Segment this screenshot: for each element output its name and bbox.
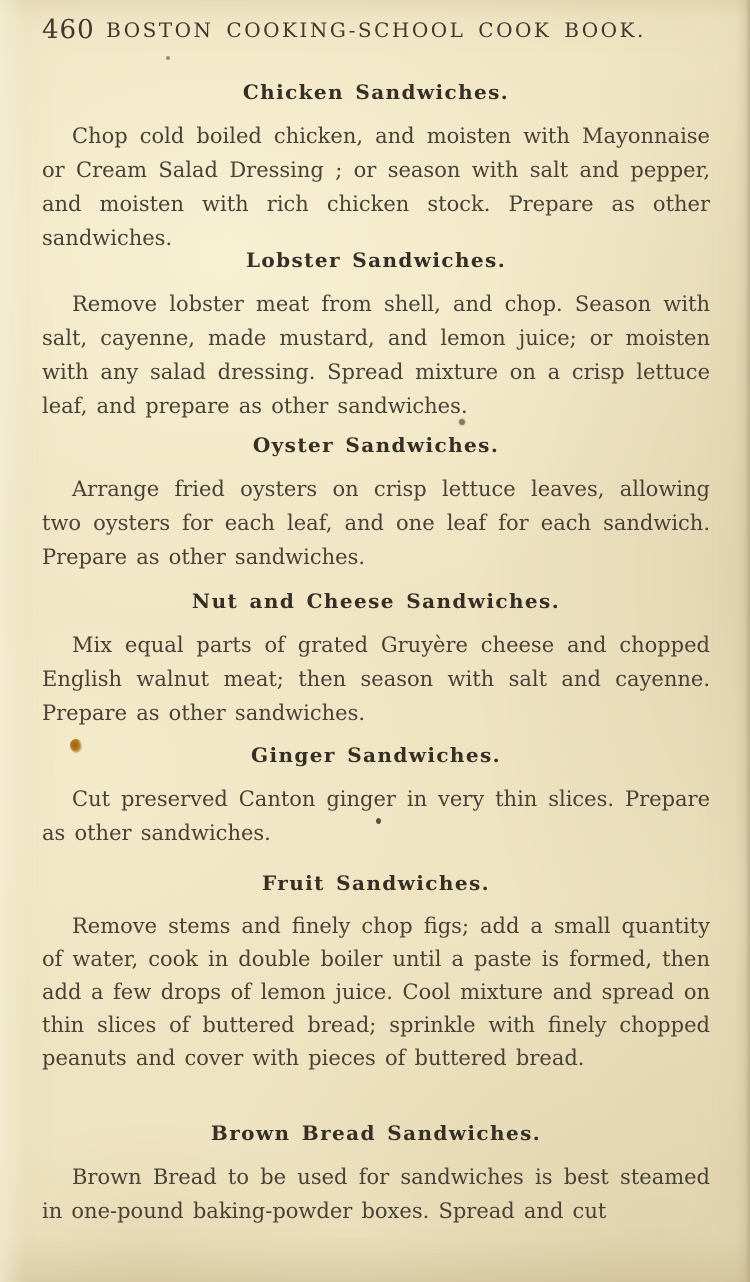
ink-speck <box>459 419 465 425</box>
running-header <box>42 15 710 45</box>
recipe-body: Remove stems and finely chop figs; add a small quantity of water, cook in double boiler until a paste is formed, then add a few drops of lemon juice. Cool mixture and spread on thin slices of buttered bread; sprinkle with finely chopped peanuts and cover with pieces of buttered bread. <box>42 914 710 1070</box>
ink-speck <box>376 818 381 824</box>
page-number: 460 <box>42 15 95 45</box>
section-fruit-sandwiches <box>42 871 710 1075</box>
recipe-heading: Brown Bread Sandwiches. <box>210 1121 542 1145</box>
section-lobster-sandwiches <box>42 248 710 423</box>
recipe-heading: Chicken Sandwiches. <box>242 80 510 104</box>
recipe-heading: Lobster Sandwiches. <box>245 248 507 272</box>
section-brown-bread-sandwiches <box>42 1121 710 1228</box>
recipe-body: Chop cold boiled chicken, and moisten with Mayonnaise or Cream Salad Dressing ; or season with salt and pepper, and moisten with rich chicken stock. Prepare as other sandwiches. <box>42 124 710 250</box>
section-nut-and-cheese-sandwiches <box>42 589 710 730</box>
recipe-body: Arrange fried oysters on crisp lettuce leaves, allowing two oysters for each leaf, and one leaf for each sandwich. Prepare as other sandwiches. <box>42 477 710 569</box>
recipe-body: Brown Bread to be used for sandwiches is best steamed in one-pound baking-powder boxes. Spread and cut <box>42 1165 710 1223</box>
section-ginger-sandwiches <box>42 743 710 850</box>
section-chicken-sandwiches <box>42 80 710 255</box>
ink-speck <box>166 56 170 60</box>
recipe-heading: Fruit Sandwiches. <box>262 871 490 895</box>
recipe-heading: Ginger Sandwiches. <box>250 743 502 767</box>
recipe-body: Mix equal parts of grated Gruyère cheese and chopped English walnut meat; then season with salt and cayenne. Prepare as other sandwiches. <box>42 633 710 725</box>
running-title: BOSTON COOKING-SCHOOL COOK BOOK. <box>106 18 646 42</box>
recipe-body: Remove lobster meat from shell, and chop. Season with salt, cayenne, made mustard, and lemon juice; or moisten with any salad dressing. Spread mixture on a crisp lettuce leaf, and prepare as other sandwiches. <box>42 292 710 418</box>
section-oyster-sandwiches <box>42 433 710 574</box>
recipe-heading: Oyster Sandwiches. <box>252 433 500 457</box>
recipe-body: Cut preserved Canton ginger in very thin slices. Prepare as other sandwiches. <box>42 787 710 845</box>
recipe-heading: Nut and Cheese Sandwiches. <box>191 589 561 613</box>
